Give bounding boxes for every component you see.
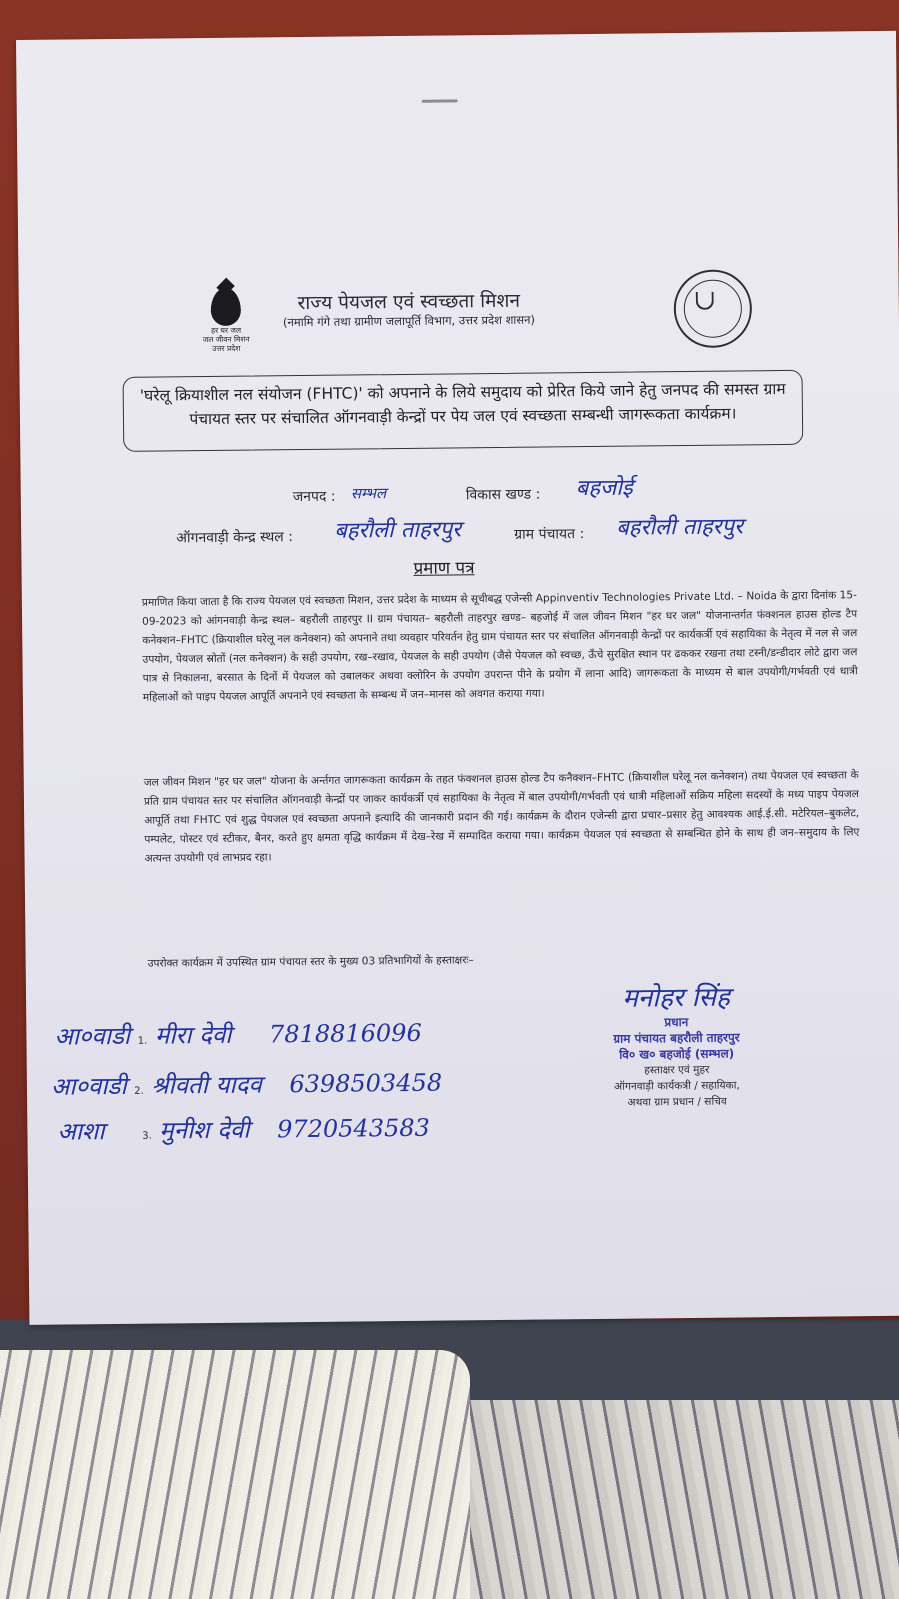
panchayat-value: बहरौली ताहरपुर xyxy=(616,514,744,541)
up-govt-seal-icon xyxy=(673,269,752,348)
pradhan-signature-block xyxy=(561,977,792,1111)
certificate-paragraph-2: जल जीवन मिशन "हर घर जल" योजना के अर्न्तगत जागरूकता कार्यक्रम के तहत फंक्शनल हाउस होल्ड टैप कनैक्शन–FHTC (क्रियाशील घरेलू नल कनेक्शन) तथा पेयजल एवं स्वच्छता के प्रति ग्राम पंचायत स्तर पर संचालित ऑगनवाड़ी केन्द्रों पर जाकर कार्यकर्त्री एवं सहायिका के नेतृत्व में बाल उपयोगी/गर्भवती एवं धात्री महिलाओं सक्रिय महिला सदस्यों के मध्य पाइप पेयजल आपूर्ति तथा FHTC एवं शुद्ध पेयजल एवं स्वच्छता अपनाने इत्यादि की जानकारी प्रदान की गई। कार्यक्रम के दौरान एजेन्सी द्वारा प्रचार–प्रसार हेतु आवश्यक आई.ई.सी. मटेरियल–बुकलेट, पम्पलेट, पोस्टर एवं स्टीकर, बैनर, करते हुए क्षमता वृद्धि कार्यक्रम में देख–रेख में सम्पादित कराया गया। कार्यक्रम पेयजल एवं स्वच्छता से सम्बन्धित होने के साथ ही जन–समुदाय के लिए अत्यन्त उपयोगी एवं लाभप्रद रहा। xyxy=(143,769,860,865)
participant-name: श्रीवती यादव xyxy=(151,1070,262,1100)
janpad-value: सम्भल xyxy=(350,484,387,503)
seal-emblem-icon xyxy=(696,292,714,310)
logo-text-1: हर घर जल xyxy=(211,325,242,335)
signatures-note: उपरोक्त कार्यक्रम में उपस्थित ग्राम पंचायत स्तर के मुख्य 03 प्रतिभागियों के हस्ताक्षरः– xyxy=(147,954,475,970)
certificate-paper xyxy=(16,31,899,1325)
participant-number: 2. xyxy=(134,1085,144,1097)
participant-row xyxy=(51,1066,442,1103)
certificate-title: प्रमाण पत्र xyxy=(413,558,475,579)
participant-role: आशा xyxy=(57,1117,105,1146)
signature-caption-1: हस्ताक्षर एवं मुहर xyxy=(644,1063,710,1077)
participant-row xyxy=(57,1111,430,1148)
stamp-line-2: ग्राम पंचायत बहरौली ताहरपुर xyxy=(613,1030,740,1046)
participant-role: आ०वाडी xyxy=(54,1021,131,1051)
striped-fabric xyxy=(470,1400,899,1599)
seal-inner-ring xyxy=(684,279,743,338)
participant-number: 1. xyxy=(137,1035,148,1047)
participant-name: मीरा देवी xyxy=(154,1020,232,1050)
vikas-khand-value: बहजोई xyxy=(575,475,633,502)
vikas-khand-label: विकास खण्ड : xyxy=(465,486,541,504)
stamp-line-1: प्रधान xyxy=(664,1015,689,1030)
staple-mark xyxy=(422,99,458,102)
participant-phone: 9720543583 xyxy=(276,1113,430,1144)
participant-phone: 7818816096 xyxy=(268,1018,422,1049)
participant-role: आ०वाडी xyxy=(50,1071,127,1101)
pradhan-signature: मनोहर सिंह xyxy=(622,982,730,1014)
signature-caption-2: ऑगनवाड़ी कार्यकत्री / सहायिका, xyxy=(614,1079,740,1093)
kendra-label: ऑगनवाड़ी केन्द्र स्थल : xyxy=(176,529,293,547)
stamp-line-3: वि० ख० बहजोई (सम्भल) xyxy=(619,1046,735,1062)
signature-caption-3: अथवा ग्राम प्रधान / सचिव xyxy=(627,1095,727,1109)
page-title: राज्य पेयजल एवं स्वच्छता मिशन xyxy=(297,289,521,315)
kendra-value: बहरौली ताहरपुर xyxy=(334,517,462,544)
program-title-box: 'घरेलू क्रियाशील नल संयोजन (FHTC)' को अपनाने के लिये समुदाय को प्रेरित किये जाने हेतु जनपद की समस्त ग्राम पंचायत स्तर पर संचालित ऑगनवाड़ी केन्द्रों पर पेय जल एवं स्वच्छता सम्बन्धी जागरूकता कार्यक्रम। xyxy=(123,370,804,452)
janpad-label: जनपद : xyxy=(292,488,336,506)
certificate-paragraph-1: प्रमाणित किया जाता है कि राज्य पेयजल एवं स्वच्छता मिशन, उत्तर प्रदेश के माध्यम से सूचीबद्ध एजेन्सी Appinventiv Technologies Private Ltd. – Noida के द्वारा दिनांक 15-09-2023 को आंगनवाड़ी केन्द्र स्थल– बहरौली ताहरपुर II ग्राम पंचायत– बहरौली ताहरपुर खण्ड– बहजोई में जल जीवन मिशन "हर घर जल" योजनान्तर्गत फंक्शनल हाउस होल्ड टैप कनेक्शन–FHTC (क्रियाशील घरेलू नल कनेक्शन) को अपनाने तथा व्यवहार परिवर्तन हेतु ग्राम पंचायत स्तर पर संचालित ऑगनवाड़ी केन्द्रों पर कार्यकर्त्री एवं सहायिका के नेतृत्व में नल से जल उपयोग, पेयजल स्रोतों (नल कनेक्शन) के सही उपयोग, रख–रखाव, पेयजल के सही उपयोग (जैसे पेयजल को स्वच्छ, ऊँचे सुरक्षित स्थान पर ढककर रखना तथा टस्नी/डन्डीदार लोटे द्वारा जल पात्र से निकालना, बरसात के दिनों में पेयजल को उबालकर अथवा क्लोरिन के उपयोग उपरान्त पीने के प्रयोग में लाना आदि) जागरूकता के माध्यम से बाल उपयोगी/गर्भवती एवं धात्री महिलाओं को पाइप पेयजल आपूर्ति अपनाने एवं स्वच्छता के सम्बन्ध में जन–मानस को अवगत कराया गया। xyxy=(141,589,858,704)
logo-text-2: जल जीवन मिशन xyxy=(202,334,250,345)
striped-shirt xyxy=(0,1350,470,1599)
participant-row xyxy=(54,1016,422,1053)
panchayat-label: ग्राम पंचायत : xyxy=(514,526,585,543)
participant-phone: 6398503458 xyxy=(289,1068,443,1099)
logo-text-3: उत्तर प्रदेश xyxy=(212,343,241,353)
page-subtitle: (नमामि गंगे तथा ग्रामीण जलापूर्ति विभाग, उत्तर प्रदेश शासन) xyxy=(282,312,536,330)
participant-number: 3. xyxy=(142,1130,152,1142)
participant-name: मुनीश देवी xyxy=(159,1115,250,1145)
